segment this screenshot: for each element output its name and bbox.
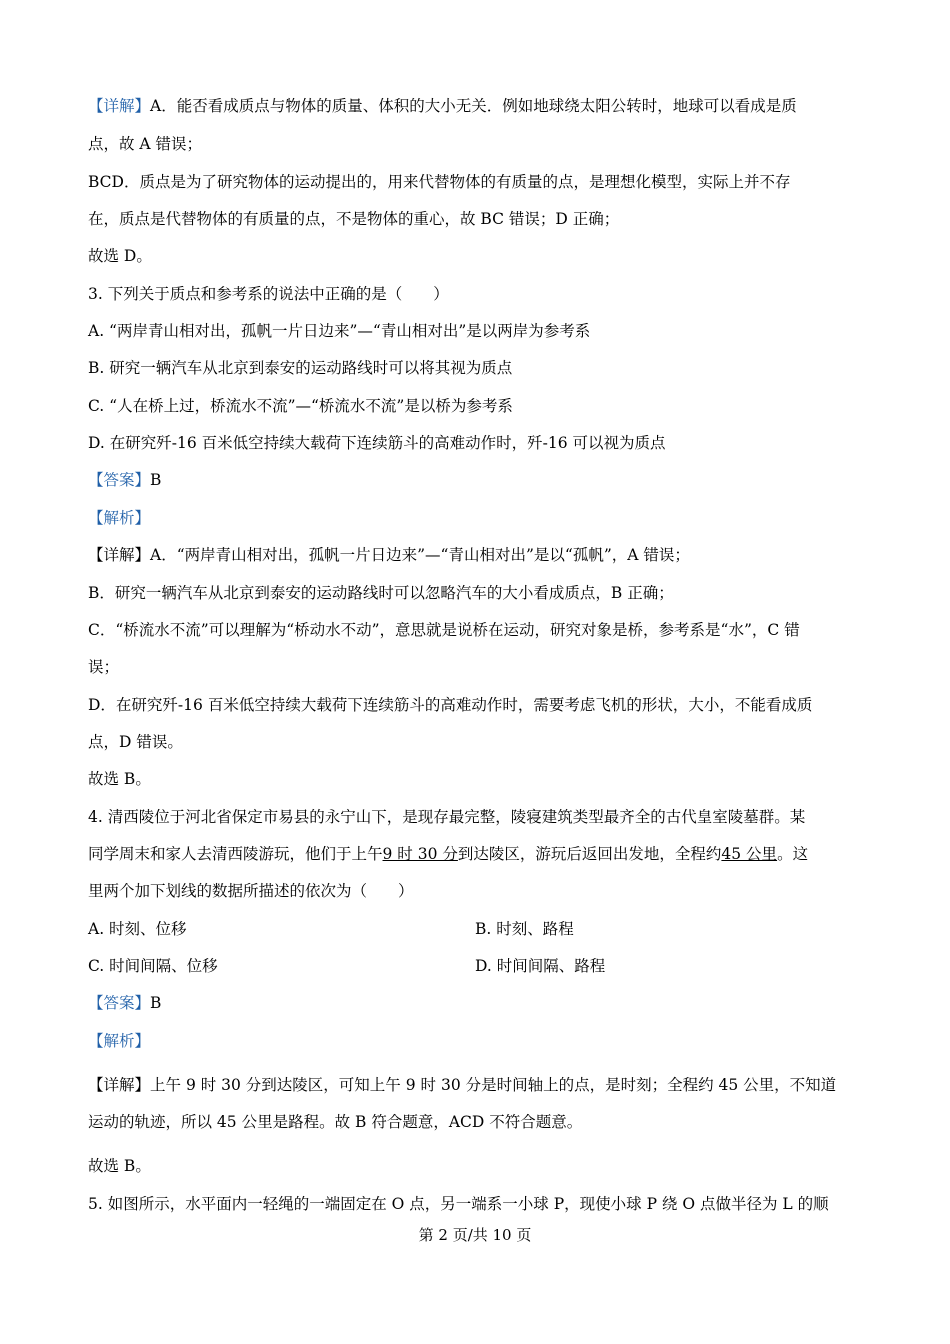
answer-line: 【答案】B: [88, 994, 162, 1012]
question-4-option-b: B. 时刻、路程: [475, 920, 574, 938]
question-4-option-d: D. 时间间隔、路程: [475, 957, 606, 975]
line-28: 运动的轨迹，所以 45 公里是路程。故 B 符合题意，ACD 不符合题意。: [88, 1113, 583, 1131]
question-4-stem-2: 同学周末和家人去清西陵游玩，他们于上午9 时 30 分到达陵区，游玩后返回出发地，全程约45 公里。这: [88, 845, 809, 863]
line-15: C．“桥流水不流”可以理解为“桥动水不动”，意思就是说桥在运动，研究对象是桥，参考系是“水”，C 错: [88, 621, 800, 639]
line-03: BCD．质点是为了研究物体的运动提出的，用来代替物体的有质量的点，是理想化模型，实际上并不存: [88, 173, 791, 191]
line-16: 误；: [88, 658, 120, 676]
line-27: 【详解】上午 9 时 30 分到达陵区，可知上午 9 时 30 分是时间轴上的点，是时刻；全程约 45 公里，不知道: [88, 1076, 837, 1094]
analysis-tag: 【解析】: [88, 1032, 151, 1050]
answer-tag: 【答案】: [88, 471, 151, 489]
analysis-tag: 【解析】: [88, 509, 151, 527]
line-02: 点，故 A 错误；: [88, 135, 203, 153]
line-18: 点，D 错误。: [88, 733, 183, 751]
page-footer: 第 2 页/共 10 页: [418, 1226, 532, 1244]
underlined-distance: 45 公里: [721, 845, 778, 863]
line-29: 故选 B。: [88, 1157, 151, 1175]
question-4-stem-3: 里两个加下划线的数据所描述的依次为（ ）: [88, 882, 414, 900]
analysis-line: [88, 508, 150, 528]
line-04: 在，质点是代替物体的有质量的点，不是物体的重心，故 BC 错误；D 正确；: [88, 210, 620, 228]
line-05: 故选 D。: [88, 247, 152, 265]
analysis-line: [88, 1031, 150, 1051]
question-4-stem: 4. 清西陵位于河北省保定市易县的永宁山下，是现存最完整，陵寝建筑类型最齐全的古代皇室陵墓群。某: [88, 808, 806, 826]
line-17: D．在研究歼-16 百米低空持续大载荷下连续筋斗的高难动作时，需要考虑飞机的形状，大小，不能看成质: [88, 696, 813, 714]
question-5-stem: 5. 如图所示，水平面内一轻绳的一端固定在 O 点，另一端系一小球 P，现使小球 P 绕 O 点做半径为 L 的顺: [88, 1195, 829, 1213]
question-3-option-a: A. “两岸青山相对出，孤帆一片日边来”—“青山相对出”是以两岸为参考系: [88, 322, 591, 340]
answer-line: 【答案】B: [88, 471, 162, 489]
question-3-option-d: D. 在研究歼-16 百米低空持续大载荷下连续筋斗的高难动作时，歼-16 可以视为质点: [88, 434, 666, 452]
line-19: 故选 B。: [88, 770, 151, 788]
detail-tag: 【详解】: [88, 546, 151, 564]
line-13: 【详解】A．“两岸青山相对出，孤帆一片日边来”—“青山相对出”是以“孤帆”，A 错误；: [88, 546, 690, 564]
answer-tag: 【答案】: [88, 994, 151, 1012]
detail-tag: 【详解】: [88, 1076, 151, 1094]
question-4-option-a: A. 时刻、位移: [88, 920, 187, 938]
question-3-option-b: B. 研究一辆汽车从北京到泰安的运动路线时可以将其视为质点: [88, 359, 513, 377]
question-3-stem: 3. 下列关于质点和参考系的说法中正确的是（ ）: [88, 285, 449, 303]
detail-tag: 【详解】: [88, 97, 151, 115]
question-4-option-c: C. 时间间隔、位移: [88, 957, 218, 975]
line-14: B．研究一辆汽车从北京到泰安的运动路线时可以忽略汽车的大小看成质点，B 正确；: [88, 584, 674, 602]
line-01: 【详解】A．能否看成质点与物体的质量、体积的大小无关．例如地球绕太阳公转时，地球可以看成是质: [88, 97, 797, 115]
underlined-time: 9 时 30 分: [382, 845, 458, 863]
question-3-option-c: C. “人在桥上过，桥流水不流”—“桥流水不流”是以桥为参考系: [88, 397, 513, 415]
